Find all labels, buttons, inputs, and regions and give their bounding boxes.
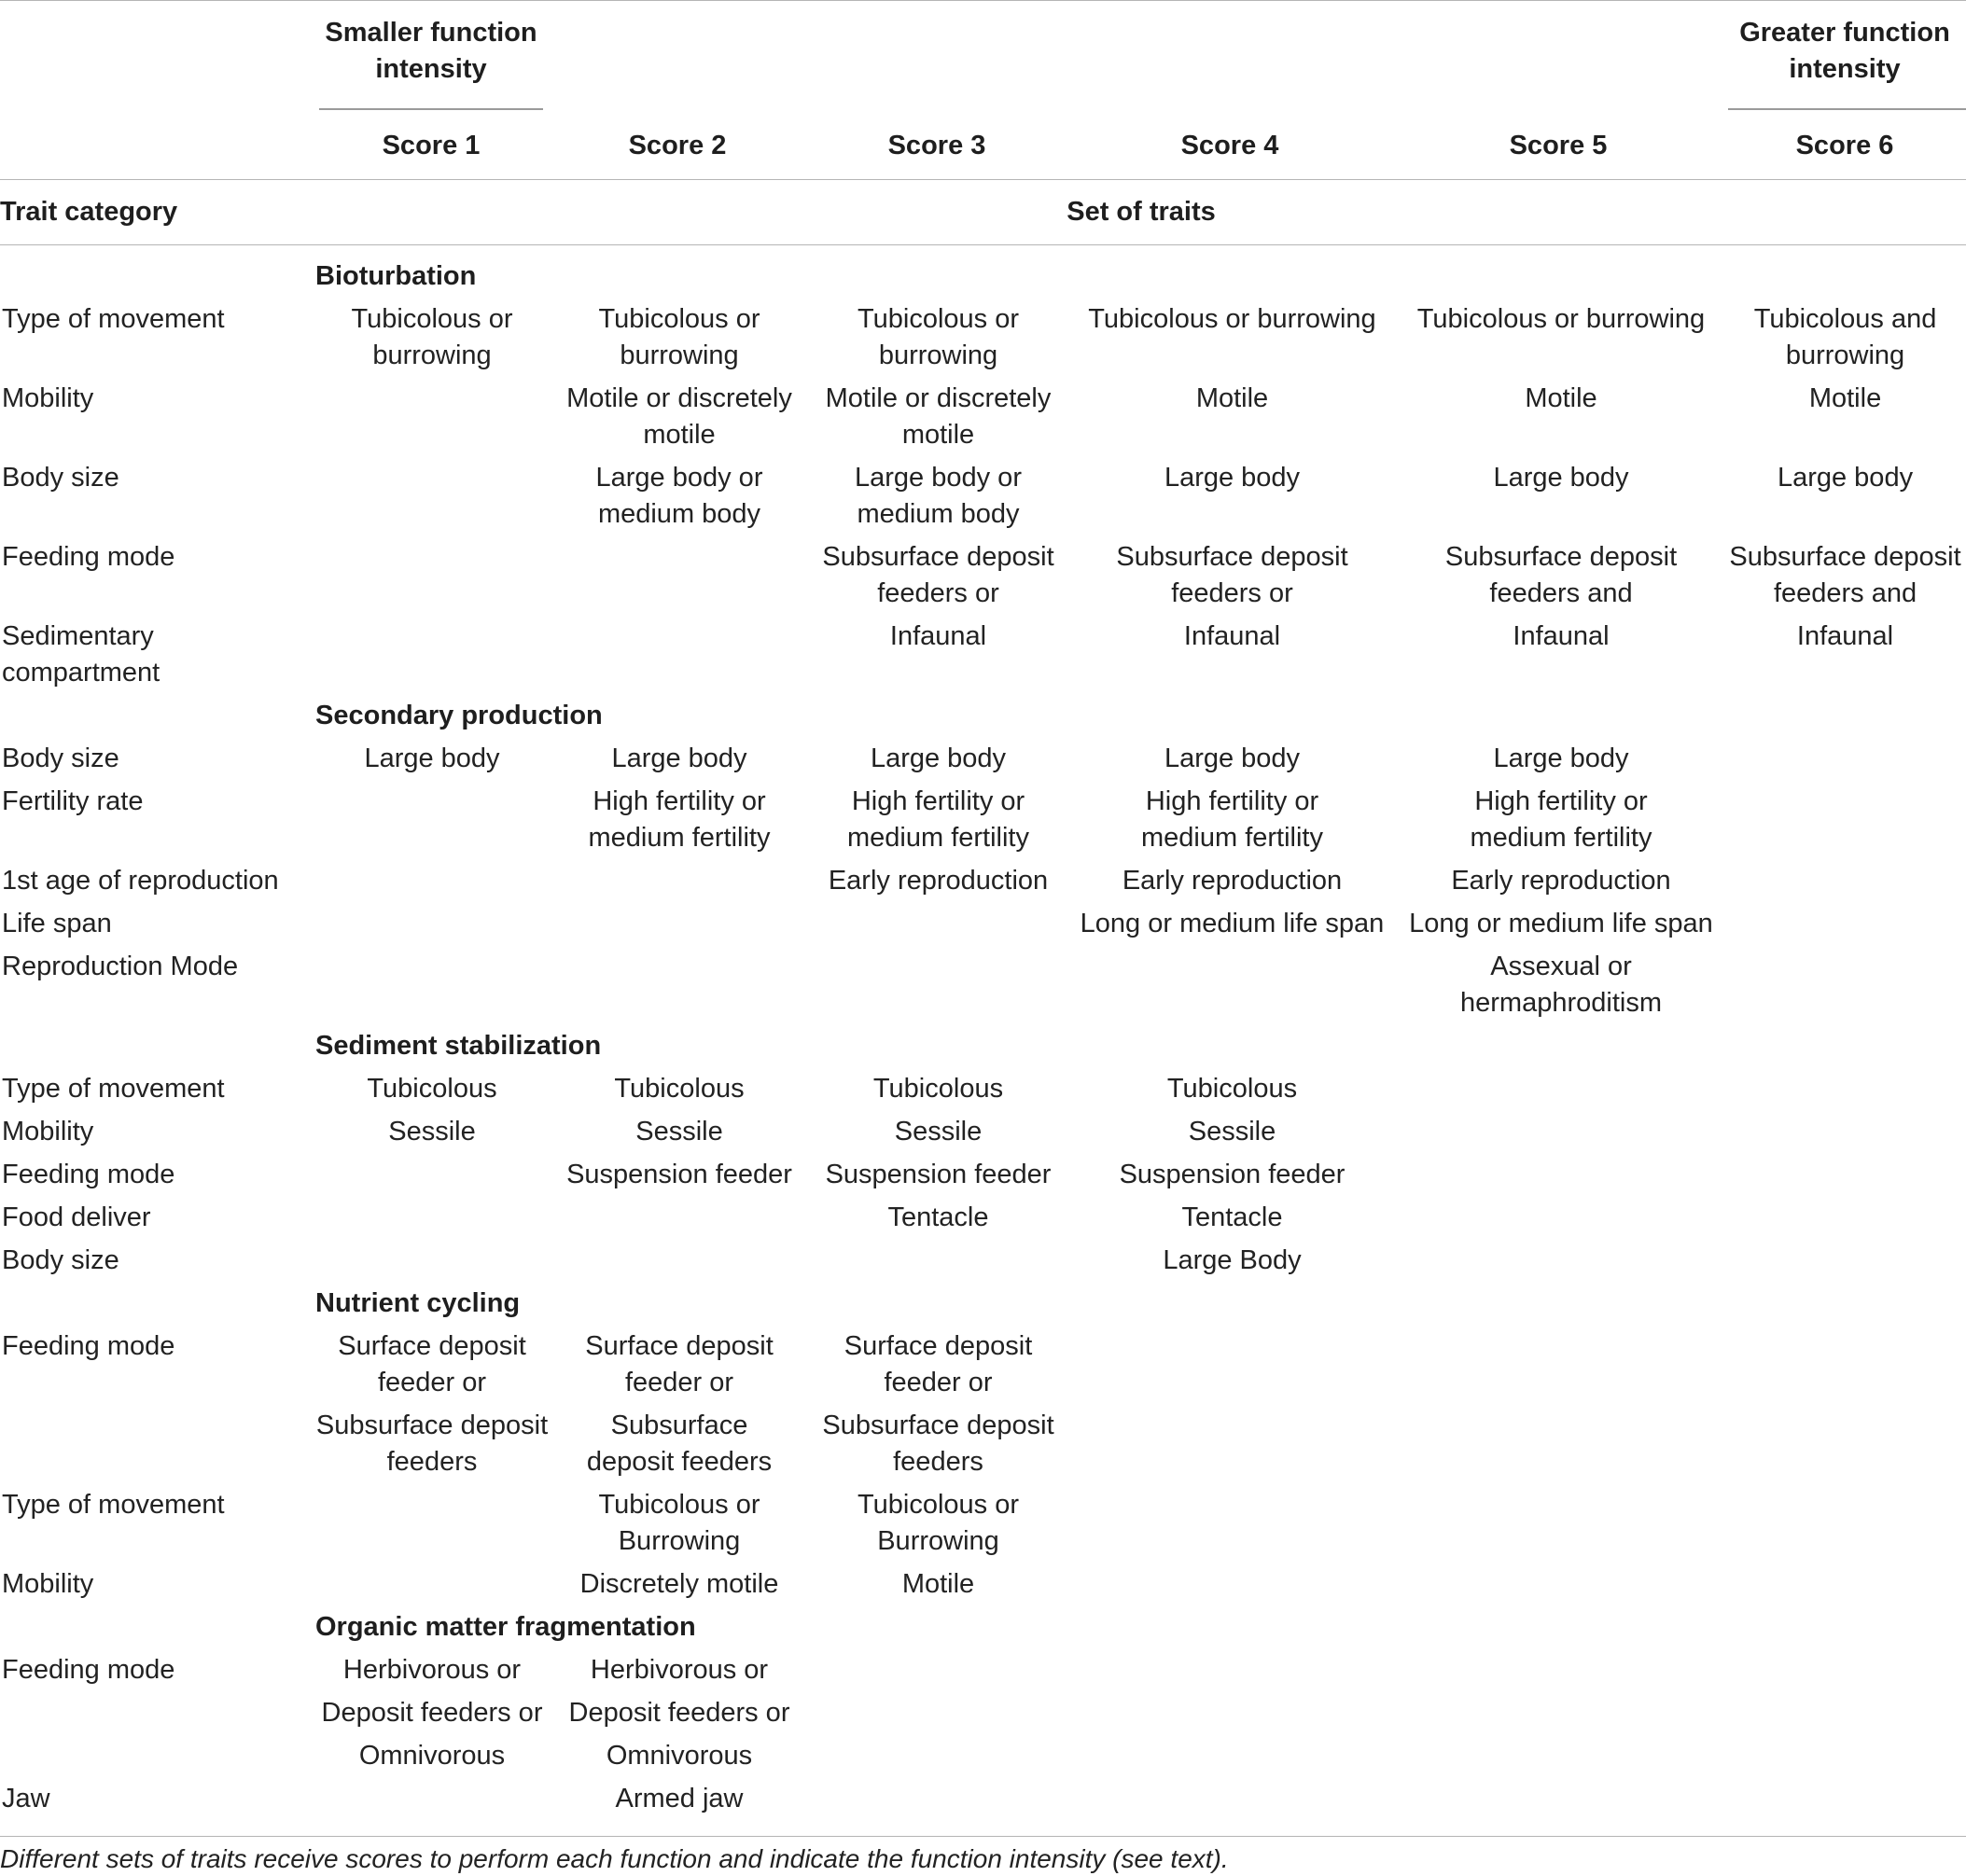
score-2-header: Score 2 [628, 131, 727, 160]
score-1-cell [315, 859, 549, 902]
score-2-cell: Large body or medium body [595, 463, 763, 529]
score-5-cell: Early reproduction [1451, 866, 1671, 896]
score-2-cell: Sessile [635, 1117, 723, 1146]
score-4-cell [1067, 1563, 1398, 1605]
table-row [0, 1404, 1966, 1483]
section-title: Nutrient cycling [315, 1288, 521, 1318]
score-5-cell: Infaunal [1513, 621, 1610, 651]
score-6-cell [1724, 1563, 1966, 1605]
score-6-cell [1724, 945, 1966, 1024]
trait-category-cell: Jaw [2, 1784, 50, 1813]
score-6-cell [1724, 1325, 1966, 1404]
trait-category-cell [0, 1734, 315, 1777]
section-row [0, 1282, 1966, 1325]
score-6-cell [1724, 1483, 1966, 1563]
score-1-cell [315, 377, 549, 456]
score-1-header: Score 1 [382, 131, 481, 160]
score-6-cell [1724, 1239, 1966, 1282]
trait-category-header: Trait category [0, 197, 178, 227]
score-6-cell [1724, 737, 1966, 780]
score-1-cell [315, 1239, 549, 1282]
trait-category-cell: Type of movement [2, 1074, 225, 1104]
score-3-cell: Motile [901, 1569, 975, 1599]
score-2-cell: Subsurface deposit feeders [586, 1410, 773, 1477]
score-3-cell: Early reproduction [828, 866, 1049, 896]
trait-category-cell: Body size [2, 1245, 119, 1275]
score-1-cell [315, 902, 549, 945]
section-row [0, 694, 1966, 737]
score-2-cell [549, 1239, 810, 1282]
score-1-cell: Tubicolous [367, 1074, 497, 1104]
score-3-cell [810, 1239, 1067, 1282]
set-of-traits-header: Set of traits [1067, 197, 1216, 227]
score-2-cell: Omnivorous [606, 1741, 753, 1771]
score-5-cell [1398, 1404, 1724, 1483]
score-5-cell [1398, 1483, 1724, 1563]
score-3-cell: Surface deposit feeder or [844, 1331, 1033, 1397]
score-2-cell: Discretely motile [579, 1569, 779, 1599]
score-2-cell: Deposit feeders or [568, 1698, 790, 1728]
score-1-cell: Herbivorous or [342, 1655, 522, 1685]
score-4-cell [1067, 1404, 1398, 1483]
score-1-cell [315, 1563, 549, 1605]
score-4-cell: Subsurface deposit feeders or [1116, 542, 1348, 608]
score-1-cell [315, 1483, 549, 1563]
score-2-cell [549, 1196, 810, 1239]
table-row [0, 298, 1966, 377]
score-1-cell [315, 1196, 549, 1239]
table-row [0, 859, 1966, 902]
section-spacer [0, 1024, 315, 1067]
score-6-cell: Motile [1808, 383, 1882, 413]
trait-category-cell [0, 1404, 315, 1483]
trait-category-cell: Feeding mode [2, 1160, 175, 1189]
score-6-cell [1724, 1734, 1966, 1777]
score-3-cell [810, 1691, 1067, 1734]
greater-intensity-underline [1728, 108, 1966, 110]
score-3-cell: Subsurface deposit feeders [822, 1410, 1054, 1477]
score-1-cell: Omnivorous [358, 1741, 506, 1771]
table-row [0, 1067, 1966, 1110]
section-spacer [0, 255, 315, 298]
score-2-cell: Tubicolous [614, 1074, 745, 1104]
score-5-cell: Large body [1493, 743, 1629, 773]
score-1-cell: Large body [364, 743, 500, 773]
score-2-cell [549, 859, 810, 902]
score-3-cell: Suspension feeder [825, 1160, 1052, 1189]
section-title: Bioturbation [315, 261, 477, 291]
score-2-cell: Herbivorous or [590, 1655, 769, 1685]
section-row [0, 1605, 1966, 1648]
score-4-cell: Tubicolous [1166, 1074, 1298, 1104]
score-2-cell [549, 945, 810, 1024]
score-4-cell [1067, 1648, 1398, 1691]
score-5-cell: Assexual or hermaphroditism [1460, 952, 1662, 1018]
score-4-cell: Sessile [1188, 1117, 1276, 1146]
table-row [0, 945, 1966, 1024]
score-3-cell [810, 1777, 1067, 1820]
table-row [0, 1563, 1966, 1605]
score-6-cell [1724, 780, 1966, 859]
score-4-cell: Long or medium life span [1080, 909, 1385, 938]
score-4-cell: Large body [1164, 463, 1301, 493]
score-6-cell: Tubicolous and burrowing [1753, 304, 1937, 370]
table-row [0, 902, 1966, 945]
score-4-cell [1067, 1734, 1398, 1777]
score-3-cell: Motile or discretely motile [825, 383, 1052, 450]
score-5-cell [1398, 1648, 1724, 1691]
greater-intensity-label: Greater function intensity [1739, 18, 1950, 84]
score-5-cell: Large body [1493, 463, 1629, 493]
trait-category-cell: Type of movement [2, 1490, 225, 1520]
score-3-cell [810, 945, 1067, 1024]
score-4-cell: Tentacle [1181, 1202, 1283, 1232]
table-row [0, 1196, 1966, 1239]
score-2-cell: High fertility or medium fertility [588, 786, 771, 853]
score-5-cell [1398, 1325, 1724, 1404]
section-title: Secondary production [315, 701, 603, 730]
score-4-header: Score 4 [1180, 131, 1279, 160]
table-row [0, 1691, 1966, 1734]
score-3-cell: Tentacle [887, 1202, 989, 1232]
table-row [0, 780, 1966, 859]
traits-table [0, 255, 1966, 1820]
trait-category-cell: Mobility [2, 383, 94, 413]
score-6-cell [1724, 902, 1966, 945]
table-footnote: Different sets of traits receive scores to perform each function and indicate the function intensity (see text). [0, 1844, 1229, 1873]
header-rule [0, 179, 1966, 180]
score-6-cell [1724, 1110, 1966, 1153]
score-2-cell: Surface deposit feeder or [585, 1331, 774, 1397]
trait-category-cell: Reproduction Mode [2, 952, 239, 981]
score-1-cell: Subsurface deposit feeders [315, 1410, 549, 1477]
score-6-cell: Large body [1777, 463, 1914, 493]
score-6-cell [1724, 859, 1966, 902]
score-6-cell: Infaunal [1796, 621, 1894, 651]
score-5-cell [1398, 1110, 1724, 1153]
table-row [0, 1777, 1966, 1820]
score-3-cell: Large body or medium body [855, 463, 1022, 529]
score-4-cell [1067, 1691, 1398, 1734]
top-rule [0, 0, 1966, 1]
trait-category-cell [0, 1691, 315, 1734]
score-1-cell [315, 945, 549, 1024]
score-5-cell [1398, 1067, 1724, 1110]
score-3-cell: Tubicolous [872, 1074, 1004, 1104]
score-5-header: Score 5 [1509, 131, 1608, 160]
section-title: Organic matter fragmentation [315, 1612, 696, 1642]
bottom-rule [0, 1836, 1966, 1837]
score-4-cell: Motile [1195, 383, 1269, 413]
score-3-cell [810, 1734, 1067, 1777]
trait-category-cell: Life span [2, 909, 112, 938]
trait-category-cell: Food deliver [2, 1202, 151, 1232]
score-4-cell: Infaunal [1183, 621, 1281, 651]
score-3-cell [810, 902, 1067, 945]
score-2-cell [549, 902, 810, 945]
score-6-cell [1724, 1691, 1966, 1734]
score-5-cell [1398, 1691, 1724, 1734]
score-3-cell: Sessile [894, 1117, 983, 1146]
section-row [0, 1024, 1966, 1067]
score-6-header: Score 6 [1795, 131, 1894, 160]
score-2-cell: Motile or discretely motile [566, 383, 792, 450]
score-5-cell [1398, 1734, 1724, 1777]
score-1-cell [315, 1153, 549, 1196]
score-4-cell [1067, 1325, 1398, 1404]
score-3-header: Score 3 [887, 131, 986, 160]
table-row [0, 1648, 1966, 1691]
score-4-cell: Large body [1164, 743, 1301, 773]
table-row [0, 377, 1966, 456]
table-row [0, 737, 1966, 780]
score-6-cell: Subsurface deposit feeders and [1729, 542, 1961, 608]
score-3-cell: Subsurface deposit feeders or [822, 542, 1054, 608]
smaller-intensity-underline [319, 108, 543, 110]
score-1-cell: Deposit feeders or [321, 1698, 543, 1728]
section-spacer [0, 1282, 315, 1325]
score-5-cell [1398, 1777, 1724, 1820]
score-5-cell: Subsurface deposit feeders and [1444, 542, 1678, 608]
smaller-intensity-label: Smaller function intensity [325, 18, 537, 84]
score-4-cell [1067, 1483, 1398, 1563]
trait-category-cell: Type of movement [2, 304, 225, 334]
score-1-cell [315, 535, 549, 615]
score-5-cell: Tubicolous or burrowing [1416, 304, 1706, 334]
score-4-cell [1067, 945, 1398, 1024]
score-5-cell: Long or medium life span [1409, 909, 1713, 938]
section-row [0, 255, 1966, 298]
table-row [0, 615, 1966, 694]
score-4-cell: High fertility or medium fertility [1141, 786, 1323, 853]
score-6-cell [1724, 1404, 1966, 1483]
trait-category-cell: Sedimentary compartment [2, 621, 160, 688]
score-1-cell: Tubicolous or burrowing [351, 304, 513, 370]
score-3-cell: High fertility or medium fertility [847, 786, 1029, 853]
score-6-cell [1724, 1777, 1966, 1820]
score-2-cell [549, 615, 810, 694]
trait-category-cell: Mobility [2, 1117, 94, 1146]
score-4-cell: Suspension feeder [1119, 1160, 1346, 1189]
trait-category-cell: Mobility [2, 1569, 94, 1599]
score-6-cell [1724, 1067, 1966, 1110]
score-6-cell [1724, 1196, 1966, 1239]
score-4-cell: Large Body [1163, 1245, 1302, 1275]
score-2-cell: Tubicolous or burrowing [598, 304, 760, 370]
score-6-cell [1724, 1648, 1966, 1691]
score-5-cell [1398, 1196, 1724, 1239]
table-row [0, 1325, 1966, 1404]
score-2-cell: Armed jaw [615, 1784, 744, 1813]
table-row [0, 535, 1966, 615]
trait-category-cell: Body size [2, 463, 119, 493]
score-5-cell [1398, 1563, 1724, 1605]
table-row [0, 1153, 1966, 1196]
trait-category-cell: Feeding mode [2, 1331, 175, 1361]
score-6-cell [1724, 1153, 1966, 1196]
score-1-cell: Surface deposit feeder or [338, 1331, 526, 1397]
trait-category-cell: Feeding mode [2, 542, 175, 572]
trait-category-cell: 1st age of reproduction [2, 866, 279, 896]
section-title: Sediment stabilization [315, 1031, 602, 1061]
section-spacer [0, 694, 315, 737]
trait-category-cell: Body size [2, 743, 119, 773]
score-5-cell: Motile [1525, 383, 1597, 413]
score-2-cell: Tubicolous or Burrowing [598, 1490, 760, 1556]
score-1-cell: Sessile [388, 1117, 476, 1146]
score-4-cell: Early reproduction [1122, 866, 1343, 896]
section-spacer [0, 1605, 315, 1648]
table-row [0, 1734, 1966, 1777]
table-row [0, 456, 1966, 535]
trait-category-cell: Fertility rate [2, 786, 144, 816]
score-1-cell [315, 456, 549, 535]
score-4-cell: Tubicolous or burrowing [1088, 304, 1376, 334]
subheader-rule [0, 244, 1966, 245]
score-1-cell [315, 780, 549, 859]
score-2-cell: Large body [611, 743, 747, 773]
score-3-cell [810, 1648, 1067, 1691]
score-3-cell: Infaunal [889, 621, 987, 651]
score-3-cell: Tubicolous or Burrowing [857, 1490, 1019, 1556]
table-row [0, 1239, 1966, 1282]
score-5-cell [1398, 1153, 1724, 1196]
score-2-cell: Suspension feeder [566, 1160, 792, 1189]
score-4-cell [1067, 1777, 1398, 1820]
score-5-cell: High fertility or medium fertility [1470, 786, 1652, 853]
score-1-cell [315, 615, 549, 694]
trait-category-cell: Feeding mode [2, 1655, 175, 1685]
table-row [0, 1483, 1966, 1563]
table-row [0, 1110, 1966, 1153]
score-5-cell [1398, 1239, 1724, 1282]
score-1-cell [315, 1777, 549, 1820]
score-3-cell: Tubicolous or burrowing [857, 304, 1019, 370]
score-2-cell [549, 535, 810, 615]
score-3-cell: Large body [870, 743, 1007, 773]
